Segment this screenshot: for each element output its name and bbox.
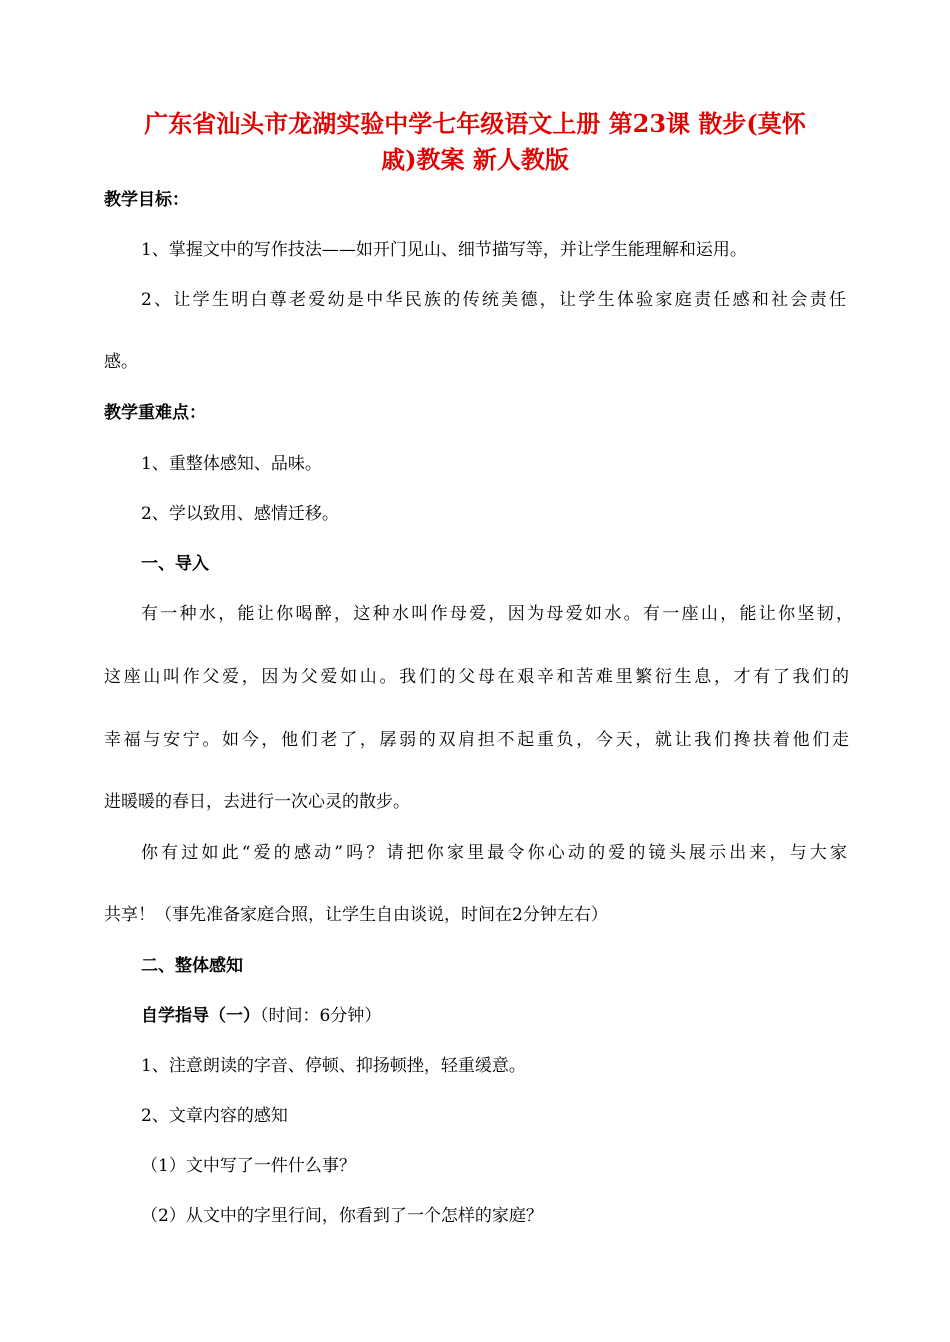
objective-2-line-1: 2、让学生明白尊老爱幼是中华民族的传统美德，让学生体验家庭责任感和社会责任 [141, 290, 846, 310]
title-line-1: 广东省汕头市龙湖实验中学七年级语文上册 第23课 散步(莫怀 [144, 109, 806, 138]
guide-time: （时间：6分钟） [260, 1006, 382, 1026]
intro-paragraph-2-line-1: 你有过如此“爱的感动”吗？请把你家里最令你心动的爱的镜头展示出来，与大家 [141, 843, 847, 863]
objective-2-line-2: 感。 [104, 352, 138, 372]
intro-paragraph-1-line-1: 有一种水，能让你喝醉，这种水叫作母爱，因为母爱如水。有一座山，能让你坚韧， [141, 604, 853, 624]
intro-paragraph-1-line-2: 这座山叫作父爱，因为父爱如山。我们的父母在艰辛和苦难里繁衍生息，才有了我们的 [104, 667, 849, 687]
intro-paragraph-1-line-3: 幸福与安宁。如今，他们老了，孱弱的双肩担不起重负，今天，就让我们搀扶着他们走 [104, 730, 849, 750]
keypoint-1: 1、重整体感知、品味。 [141, 454, 322, 474]
intro-paragraph-1-line-4: 进暖暖的春日，去进行一次心灵的散步。 [104, 792, 410, 812]
keypoint-2: 2、学以致用、感情迁移。 [141, 504, 339, 524]
objectives-heading: 教学目标： [104, 190, 189, 210]
guide-heading: 自学指导（一） [141, 1006, 260, 1026]
intro-paragraph-2-line-2: 共享！（事先准备家庭合照，让学生自由谈说，时间在2分钟左右） [104, 905, 608, 925]
part1-heading: 一、导入 [141, 554, 209, 574]
title-line-2: 戚)教案 新人教版 [381, 145, 569, 174]
guide-line [141, 1005, 381, 1027]
keypoints-heading: 教学重难点： [104, 403, 206, 423]
question-1: （1）文中写了一件什么事？ [141, 1156, 356, 1176]
guide-item-2: 2、文章内容的感知 [141, 1106, 288, 1126]
part2-heading: 二、整体感知 [141, 956, 243, 976]
guide-item-1: 1、注意朗读的字音、停顿、抑扬顿挫，轻重缓意。 [141, 1056, 526, 1076]
question-2: （2）从文中的字里行间，你看到了一个怎样的家庭？ [141, 1206, 543, 1226]
objective-1: 1、掌握文中的写作技法——如开门见山、细节描写等，并让学生能理解和运用。 [141, 240, 747, 260]
